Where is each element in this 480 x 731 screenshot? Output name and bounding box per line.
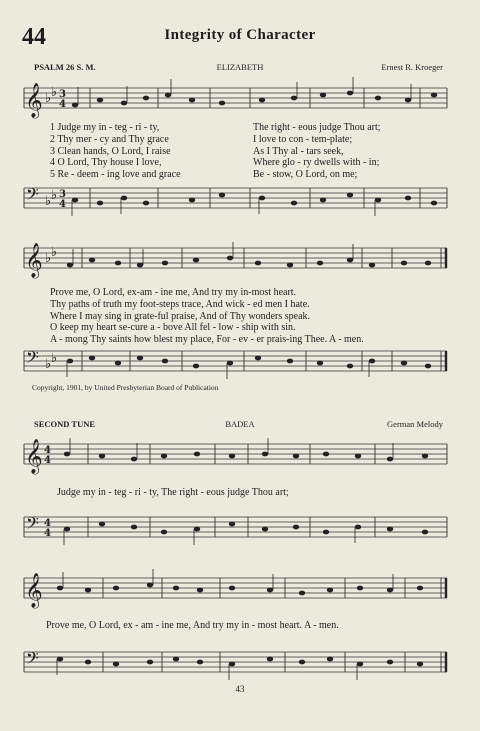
notes xyxy=(64,522,428,545)
verse-line: 2 Thy mer - cy and Thy grace I love to con - tem-plate; xyxy=(50,133,353,145)
notes xyxy=(57,657,423,680)
second-tune-lyrics-line1: Judge my in - teg - ri - ty, The right - eous judge Thou art; xyxy=(57,487,289,498)
time-sig-top: 4 xyxy=(44,445,51,456)
key-flat-icon: ♭ xyxy=(51,351,58,366)
composer: German Melody xyxy=(387,419,443,429)
staff-lines xyxy=(24,351,447,371)
composer: Ernest R. Kroeger xyxy=(381,62,443,72)
verses-part2 xyxy=(50,287,450,346)
second-tune-meta xyxy=(0,419,480,431)
staff-lines xyxy=(24,88,447,108)
bass-clef-icon: 𝄢 xyxy=(26,184,39,208)
key-flat-icon: ♭ xyxy=(51,85,58,100)
staff-lines xyxy=(24,248,447,268)
time-sig-top: 3 xyxy=(59,189,66,200)
treble-clef-icon: 𝄞 xyxy=(25,439,43,474)
notes xyxy=(67,356,431,379)
verse-line: Prove me, O Lord, ex-am - ine me, And try my in-most heart. xyxy=(50,287,297,298)
key-flat-icon: ♭ xyxy=(45,251,52,266)
bass-clef-icon: 𝄢 xyxy=(26,513,39,537)
staff-bass-4 xyxy=(0,650,480,680)
notes xyxy=(67,242,431,267)
key-flat-icon: ♭ xyxy=(45,357,52,372)
bass-clef-icon: 𝄢 xyxy=(26,347,39,371)
psalm-label: PSALM 26 S. M. xyxy=(34,62,96,72)
key-flat-icon: ♭ xyxy=(51,245,58,260)
staff-bass-3 xyxy=(0,515,480,545)
notes xyxy=(72,193,437,216)
staff-lines xyxy=(24,517,447,537)
verse-line: 5 Re - deem - ing love and grace Be - stow, O Lord, on me; xyxy=(50,169,358,181)
hymn-number: 44 xyxy=(22,24,46,50)
key-flat-icon: ♭ xyxy=(45,194,52,209)
treble-clef-icon: 𝄞 xyxy=(25,243,43,278)
time-sig-bottom: 4 xyxy=(59,199,66,210)
verse-line: A - mong Thy saints how blest my place, For - ev - er prais-ing Thee. A - men. xyxy=(50,334,364,346)
time-sig-bottom: 4 xyxy=(59,99,66,110)
staff-treble-2 xyxy=(0,243,480,280)
bass-clef-icon: 𝄢 xyxy=(26,648,39,672)
staff-bass-2 xyxy=(0,349,480,379)
key-flat-icon: ♭ xyxy=(51,188,58,203)
tune-name: BADEA xyxy=(225,419,255,429)
copyright-notice: Copyright, 1901, by United Presbyterian Board of Publication xyxy=(32,383,219,392)
key-flat-icon: ♭ xyxy=(45,91,52,106)
verse-line: O keep my heart se-cure a - bove All fel - low - ship with sin. xyxy=(50,322,296,334)
staff-treble-4 xyxy=(0,573,480,610)
time-sig-top: 4 xyxy=(44,518,51,529)
time-sig-bottom: 4 xyxy=(44,455,51,466)
second-tune-label: SECOND TUNE xyxy=(34,419,96,429)
verse-line: Thy paths of truth my foot-steps trace, And wick - ed men I hate. xyxy=(50,298,310,310)
staff-treble-3 xyxy=(0,439,480,476)
second-tune-lyrics-line2: Prove me, O Lord, ex - am - ine me, And try my in - most heart. A - men. xyxy=(46,620,339,631)
notes xyxy=(57,569,423,595)
hymn-title: Integrity of Character xyxy=(164,27,316,43)
staff-lines xyxy=(24,188,447,208)
time-sig-bottom: 4 xyxy=(44,528,51,539)
time-sig-top: 3 xyxy=(59,89,66,100)
verse-line: 3 Clean hands, O Lord, I raise As I Thy al - tars seek, xyxy=(50,145,344,157)
verse-line: Where I may sing in grate-ful praise, And of Thy wonders speak. xyxy=(50,310,311,322)
staff-lines xyxy=(24,444,447,464)
treble-clef-icon: 𝄞 xyxy=(25,573,43,608)
staff-treble-1 xyxy=(0,83,480,126)
verse-line: 1 Judge my in - teg - ri - ty, The right - eous judge Thou art; xyxy=(50,122,381,133)
treble-clef-icon: 𝄞 xyxy=(25,83,43,118)
first-tune-meta xyxy=(0,62,480,74)
verse-line: 4 O Lord, Thy house I love, Where glo - ry dwells with - in; xyxy=(50,157,380,169)
verses-part1 xyxy=(50,122,450,181)
staff-bass-1 xyxy=(0,186,480,216)
notes xyxy=(64,438,428,461)
page-number: 43 xyxy=(235,684,245,694)
tune-name: ELIZABETH xyxy=(216,62,264,72)
